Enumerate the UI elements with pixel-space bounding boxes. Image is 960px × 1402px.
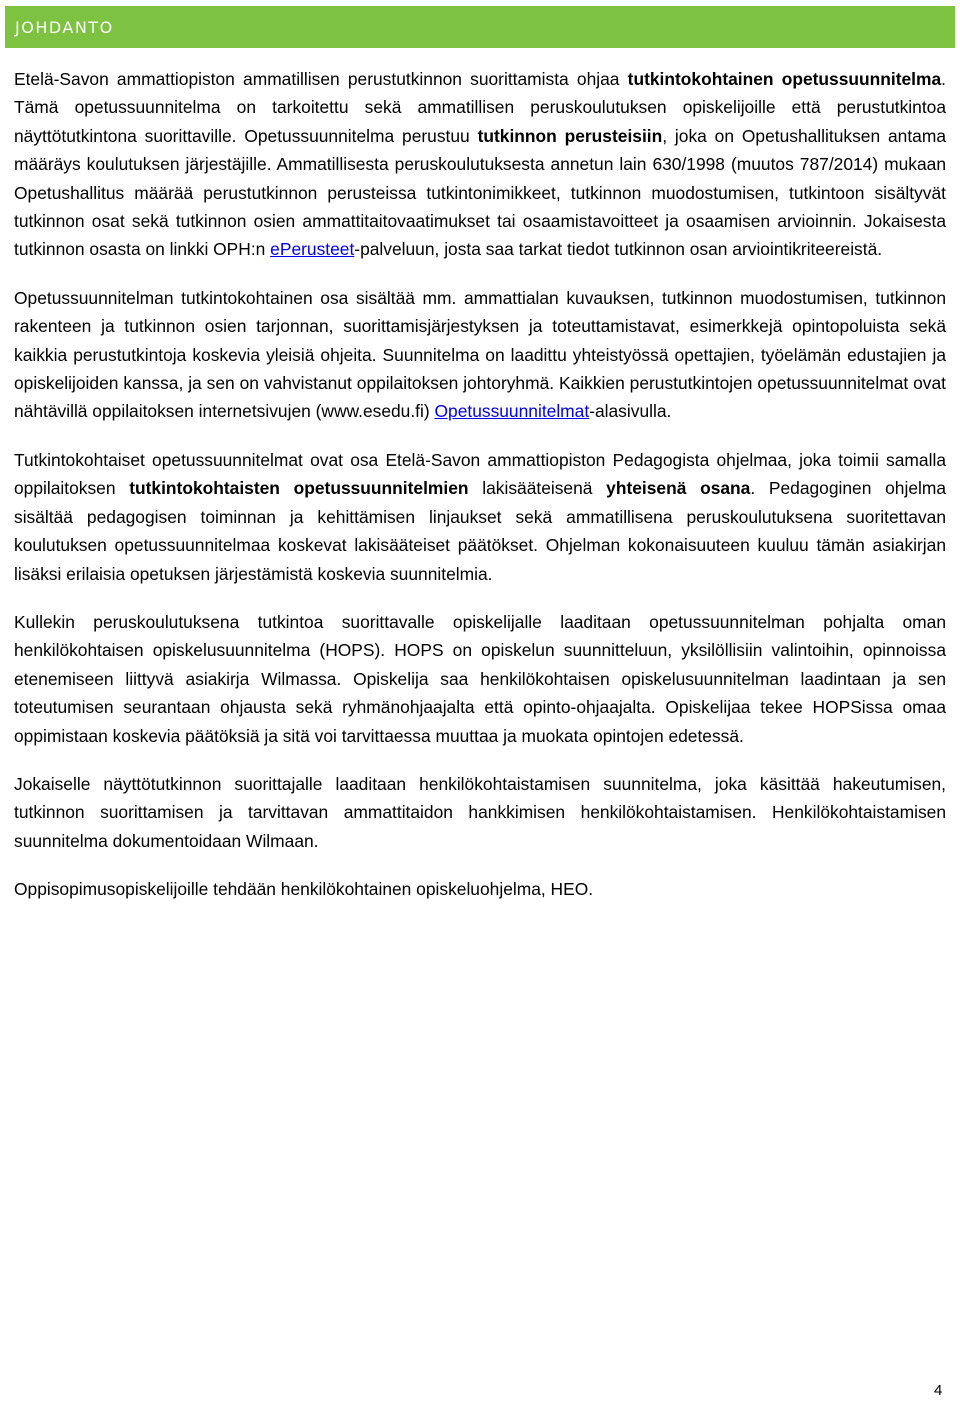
paragraph-text: Tutkintokohtaiset opetussuunnitelmat ovat osa Etelä-Savon ammattiopiston Pedagogista ohjelmaa, joka toimii samalla oppilaitoksen: [14, 449, 946, 499]
paragraph-text: -alasivulla.: [589, 401, 672, 422]
page-number: 4: [934, 1382, 943, 1399]
bold-term: tutkintokohtainen opetussuunnitelma: [627, 69, 942, 89]
paragraph-hops: Kullekin peruskoulutuksena tutkintoa suorittavalle opiskelijalle laaditaan opetussuunnitelman pohjalta oman henkilökohtaisen opiskelusuunnitelma (HOPS). HOPS on opiskelun suunnitteluun, yksilöllisiin valintoihin, opinnoissa etenemiseen liittyvä asiakirja Wilmassa. Opiskelija saa henkilökohtaisen opiskelusuunnitelman laadintaan ja sen toteutumisen seurantaan ohjausta sekä ryhmänohjaajalta että opinto-ohjaajalta. Opiskelijaa tekee HOPSissa omaa oppimistaan koskevia päätöksiä ja sitä voi tarvittaessa muuttaa ja muokata opintojen edetessä.: [14, 611, 946, 746]
section-heading-bar: [5, 6, 955, 48]
document-body: [14, 65, 946, 904]
paragraph-text: . Pedagoginen ohjelma sisältää pedagogisen toiminnan ja kehittämisen linjaukset sekä ammatillisena peruskoulutuksena suoritettavan koulutuksen opetussuunnitelmaa koskevat lakisääteiset päätökset. Ohjelman kokonaisuuteen kuuluu tämän asiakirjan lisäksi erilaisia opetuksen järjestämistä koskevia suunnitelmia.: [14, 478, 947, 584]
opetussuunnitelmat-link[interactable]: Opetussuunnitelmat: [434, 401, 590, 422]
section-heading: JOHDANTO: [15, 17, 114, 37]
paragraph-pedagogical-program: [14, 446, 946, 588]
bold-term: tutkinnon perusteisiin: [477, 125, 663, 146]
paragraph-heo: Oppisopimusopiskelijoille tehdään henkilökohtainen opiskeluohjelma, HEO.: [14, 879, 594, 900]
bold-term: yhteisenä osana: [606, 478, 751, 499]
eperusteet-link[interactable]: ePerusteet: [270, 239, 355, 260]
paragraph-contents: [14, 284, 946, 426]
paragraph-text: Opetussuunnitelman tutkintokohtainen osa sisältää mm. ammattialan kuvauksen, tutkinnon muodostumisen, tutkinnon rakenteen ja tutkinnon osien tarjonnan, suorittamisjärjestyksen ja toteuttamistavat, esimerkkejä opintopoluista sekä kaikkia perustutkintoja koskevia yleisiä ohjeita. Suunnitelma on laadittu yhteistyössä opettajien, työelämän edustajien ja opiskelijoiden kanssa, ja sen on vahvistanut oppilaitoksen johtoryhmä. Kaikkien perustutkintojen opetussuunnitelmat ovat nähtävillä oppilaitoksen internetsivujen (www.esedu.fi): [14, 287, 946, 422]
paragraph-text: , joka on Opetushallituksen antama määräys koulutuksen järjestäjille. Ammatillisesta peruskoulutuksesta annetun lain 630/1998 (muutos 787/2014) mukaan Opetushallitus määrää perustutkinnon perusteissa tutkintonimikkeet, tutkinnon muodostumisen, tutkintoon sisältyvät tutkinnon osat sekä tutkinnon osien ammattitaitovaatimukset tai osaamistavoitteet ja osaamisen arvioinnin. Jokaisesta tutkinnon osasta on linkki OPH:n: [14, 125, 946, 260]
paragraph-intro: [14, 65, 946, 264]
paragraph-personalisation: Jokaiselle näyttötutkinnon suorittajalle laaditaan henkilökohtaistamisen suunnitelma, joka käsittää hakeutumisen, tutkinnon suorittamisen ja tarvittavan ammattitaidon hankkimisen henkilökohtaistamisen. Henkilökohtaistamisen suunnitelma dokumentoidaan Wilmaan.: [14, 773, 946, 851]
paragraph-text: -palveluun, josta saa tarkat tiedot tutkinnon osan arviointikriteereistä.: [354, 239, 883, 260]
paragraph-text: lakisääteisenä: [468, 478, 607, 499]
paragraph-text: . Tämä opetussuunnitelma on tarkoitettu sekä ammatillisen peruskoulutuksen opiskelijoille että perustutkintoa näyttötutkintona suorittaville. Opetussuunnitelma perustuu: [14, 69, 946, 146]
paragraph-text: Etelä-Savon ammattiopiston ammatillisen perustutkinnon suorittamista ohjaa: [14, 69, 628, 89]
bold-term: tutkintokohtaisten opetussuunnitelmien: [129, 478, 469, 499]
